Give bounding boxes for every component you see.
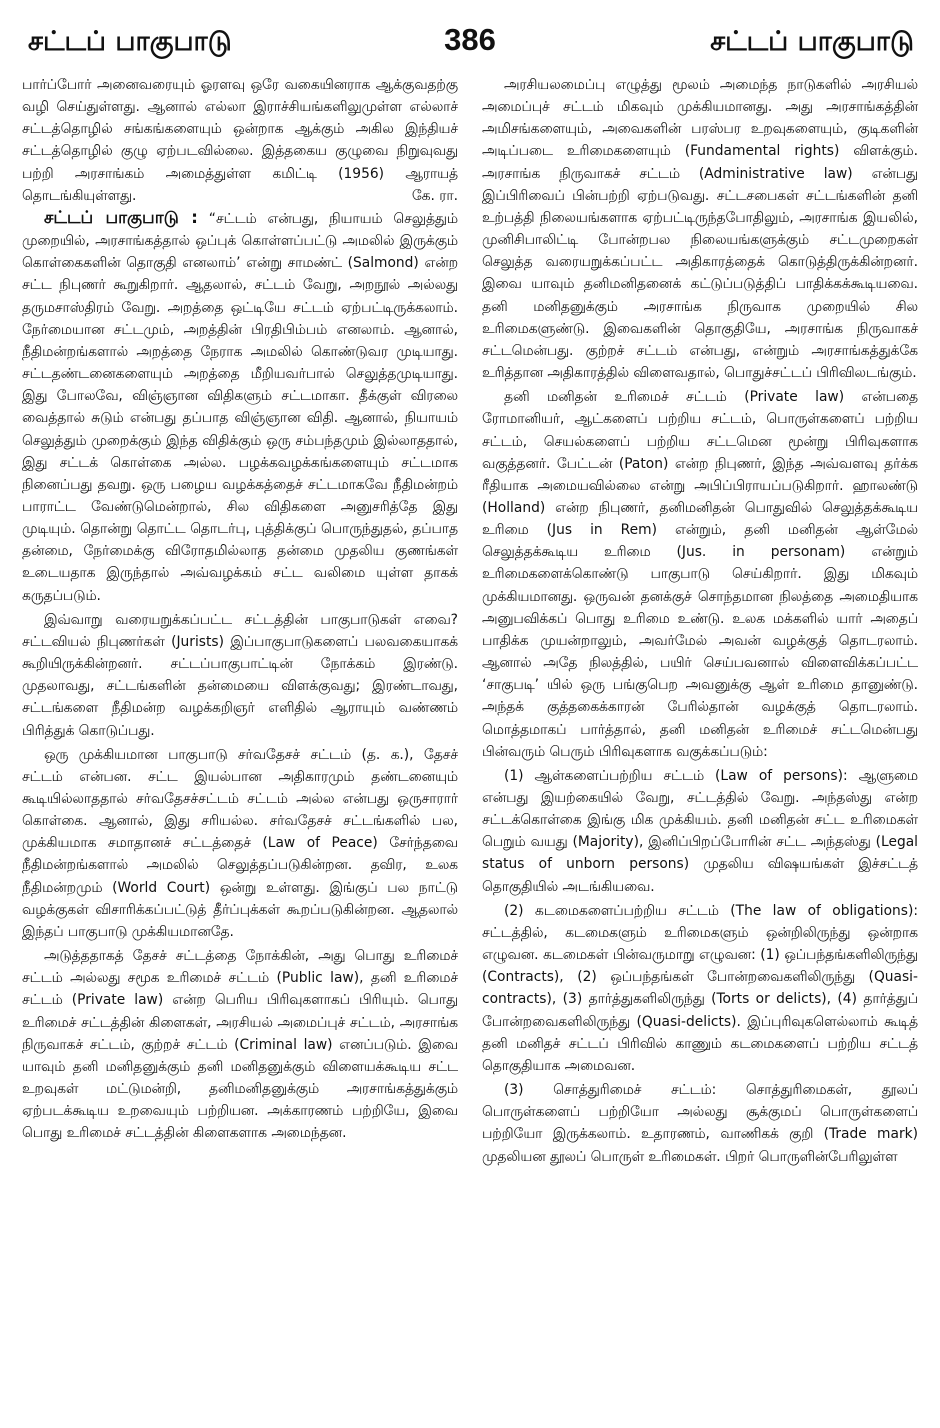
- right-column: [482, 74, 918, 1168]
- paragraph-text: “சட்டம் என்பது, நியாயம் செலுத்தும் முறையில், அரசாங்கத்தால் ஒப்புக் கொள்ளப்பட்டு அமலில் இருக்கும் கொள்கைகளின் தொகுதி எனலாம்’ என்று சாமண்ட் (Salmond) என்ற சட்ட நிபுணர் கூறுகிறார். ஆதலால், சட்டம் வேறு, அறநூல் அல்லது தருமசாஸ்திரம் வேறு. அறத்தை ஒட்டியே சட்டம் ஏற்பட்டிருக்கலாம். நேர்மையான சட்டமும், அறத்தின் பிரதிபிம்பம் எனலாம். ஆனால், நீதிமன்றங்களால் அறத்தை நேராக அமலில் கொண்டுவர முடியாது. சட்டதண்டனைகளையும் அறத்தை மீறியவர்பால் செலுத்தமுடியாது. இது போலவே, விஞ்ஞான விதிகளும் சட்டமாகா. தீக்குள் விரலை வைத்தால் சுடும் என்பது தப்பாத விஞ்ஞான விதி. ஆனால், நியாயம் செலுத்தும் முறைக்கும் இந்த விதிக்கும் ஒரு சம்பந்தமும் இல்லாததால், இது சட்டக் கொள்கை அல்ல. பழக்கவழக்கங்களையும் சட்டமாக நினைப்பது தவறு. ஒரு பழைய வழக்கத்தைச் சட்டமாகவே நீதிமன்றம் பாராட்ட வேண்டுமென்றால், சில விதிகளை அனுசரித்தே இது முடியும். தொன்று தொட்ட தொடர்பு, புத்திக்குப் பொருந்துதல், தப்பாத தன்மை, நேர்மைக்கு விரோதமில்லாத தன்மை முதலிய குணங்கள் உடையதாக இருந்தால் அவ்வழக்கம் சட்ட வலிமை யுள்ள தாகக் கருதப்படும்.: [22, 210, 458, 604]
- paragraph: அடுத்ததாகத் தேசச் சட்டத்தை நோக்கின், அது பொது உரிமைச் சட்டம் அல்லது சமூக உரிமைச் சட்டம் (Public law), தனி உரிமைச் சட்டம் (Private law) என்ற பெரிய பிரிவுகளாகப் பிரியும். பொது உரிமைச் சட்டத்தின் கிளைகள், அரசியல் அமைப்புச் சட்டம், அரசாங்க நிருவாகச் சட்டம், குற்றச் சட்டம் (Criminal law) எனப்படும். இவை யாவும் தனி மனிதனுக்கும் தனி மனிதனுக்கும் விளையக்கூடிய சட்ட உறவுகள் மட்டுமன்றி, தனிமனிதனுக்கும் அரசாங்கத்துக்கும் ஏற்படக்கூடிய உறவையும் பற்றியன. அக்காரணம் பற்றியே, இவை பொது உரிமைச் சட்டத்தின் கிளைகளாக அமைந்தன.: [22, 948, 458, 1142]
- paragraph: [22, 207, 458, 607]
- running-head-right: சட்டப் பாகுபாடு: [710, 26, 914, 57]
- paragraph: (2) கடமைகளைப்பற்றிய சட்டம் (The law of obligations): சட்டத்தில், கடமைகளும் உரிமைகளும் ஒன்றிலிருந்து ஒன்றாக எழுவன. கடமைகள் பின்வருமாறு எழுவன: (1) ஒப்பந்தங்களிலிருந்து (Contracts), (2) ஒப்பந்தங்கள் போன்றவைகளிலிருந்து (Quasi-contracts), (3) தார்த்துகளிலிருந்து (Torts or delicts), (4) தார்த்துப் போன்றவைகளிலிருந்து (Quasi-delicts). இப்புரிவுகளெல்லாம் கூடித் தனி மனிதச் சட்டப் பிரிவில் காணும் கடமைகளைப் பற்றிய சட்டத் தொகுதியாக அமைவன.: [482, 902, 918, 1074]
- paragraph: [22, 74, 458, 207]
- running-head-left: சட்டப் பாகுபாடு: [28, 26, 232, 57]
- paragraph: ஒரு முக்கியமான பாகுபாடு சர்வதேசச் சட்டம் (த. க.), தேசச் சட்டம் என்பன. சட்ட இயல்பான அதிகாரமும் தண்டனையும் கூடியில்லாததால் சர்வதேசச்சட்டம் சட்டம் அல்ல என்பது ஒருசாரார் கொள்கை. ஆனால், இது சரியல்ல. சர்வதேசச் சட்டங்களில் பல, முக்கியமாக சமாதானச் சட்டத்தைச் (Law of Peace) சேர்ந்தவை நீதிமன்றங்களால் அமலில் செலுத்தப்படுகின்றன. தவிர, உலக நீதிமன்றமும் (World Court) ஒன்று உள்ளது. இங்குப் பல நாட்டு வழக்குகள் விசாரிக்கப்பட்டுத் தீர்ப்புக்கள் கூறப்படுகின்றன. ஆதலால் இந்தப் பாகுபாடு முக்கியமானதே.: [22, 746, 458, 940]
- entry-heading: சட்டப் பாகுபாடு :: [44, 207, 198, 228]
- author-initials: கே. ரா.: [411, 187, 458, 204]
- paragraph: (3) சொத்துரிமைச் சட்டம்: சொத்துரிமைகள், தூலப் பொருள்களைப் பற்றியோ அல்லது சூக்குமப் பொருள்களைப் பற்றியோ இருக்கலாம். உதாரணம், வாணிகக் குறி (Trade mark) முதலியன தூலப் பொருள் உரிமைகள். பிறர் பொருளின்பேரிலுள்ள: [482, 1082, 918, 1165]
- paragraph: தனி மனிதன் உரிமைச் சட்டம் (Private law) என்பதை ரோமானியர், ஆட்களைப் பற்றிய சட்டம், பொருள்களைப் பற்றிய சட்டம், செயல்களைப் பற்றிய சட்டமென மூன்று பிரிவுகளாக வகுத்தனர். பேட்டன் (Paton) என்ற நிபுணர், இந்த அவ்வளவு தர்க்க ரீதியாக அமையவில்லை என்று அபிப்பிராயப்படுகிறார். ஹாலண்டு (Holland) என்ற நிபுணர், தனிமனிதன் பொதுவில் செலுத்தக்கூடிய உரிமை (Jus in Rem) என்றும், தனி மனிதன் ஆள்மேல் செலுத்தக்கூடிய உரிமை (Jus. in personam) என்றும் உரிமைகளைக்கொண்டு பாகுபாடு செய்கிறார். இது மிகவும் முக்கியமானது. ஒருவன் தனக்குச் சொந்தமான நிலத்தை அமைதியாக அனுபவிக்கப் பொது உரிமை உண்டு. உலக மக்களில் யார் அதைப் பாதிக்க முயன்றாலும், அவர்மேல் அவன் வழக்குத் தொடரலாம். ஆனால் அதே நிலத்தில், பயிர் செய்பவனால் விளைவிக்கப்பட்ட ‘சாகுபடி’ யில் ஒரு பங்குபெற அவனுக்கு ஆள் உரிமை தானுண்டு. அந்தக் குத்தகைக்காரன் பேரில்தான் வழக்குத் தொடரலாம். மொத்தமாகப் பார்த்தால், தனி மனிதன் உரிமைச் சட்டமென்பது பின்வரும் பெரும் பிரிவுகளாக வகுக்கப்படும்:: [482, 389, 918, 760]
- paragraph: இவ்வாறு வரையறுக்கப்பட்ட சட்டத்தின் பாகுபாடுகள் எவை? சட்டவியல் நிபுணர்கள் (Jurists) இப்பாகுபாடுகளைப் பலவகையாகக் கூறியிருக்கின்றனர். சட்டப்பாகுபாட்டின் நோக்கம் இரண்டு. முதலாவது, சட்டங்களின் தன்மையை விளக்குவது; இரண்டாவது, சட்டங்களை நீதிமன்ற வழக்கறிஞர் எளிதில் ஆராயும் வண்ணம் பிரித்துக் கொடுப்பது.: [22, 611, 458, 739]
- text-columns: [22, 74, 918, 1168]
- page-number: 386: [444, 22, 496, 57]
- paragraph: (1) ஆள்களைப்பற்றிய சட்டம் (Law of persons): ஆளுமை என்பது இயற்கையில் வேறு, சட்டத்தில் வேறு. அந்தஸ்து என்ற சட்டக்கொள்கை இங்கு மிக முக்கியம். தனி மனிதன் சட்ட உரிமைகள் பெறும் வயது (Majority), இனிப்பிறப்போரின் சட்ட அந்தஸ்து (Legal status of unborn persons) முதலிய விஷயங்கள் இச்சட்டத் தொகுதியில் அடங்கியவை.: [482, 767, 918, 895]
- paragraph: அரசியலமைப்பு எழுத்து மூலம் அமைந்த நாடுகளில் அரசியல் அமைப்புச் சட்டம் மிகவும் முக்கியமானது. அது அரசாங்கத்தின் அமிசங்களையும், அவைகளின் பரஸ்பர உறவுகளையும், குடிகளின் அடிப்படை உரிமைகளையும் (Fundamental rights) விளக்கும். அரசாங்க நிருவாகச் சட்டம் (Administrative law) என்பது இப்பிரிவைப் பின்பற்றி ஏற்படுவது. சட்டசபைகள் சட்டங்களின் தனி உற்பத்தி நிலையங்களாக ஏற்பட்டிருந்தபோதிலும், அரசாங்க இயலில், முனிசிபாலிட்டி போன்றபல நிலையங்களுக்கும் சட்டமுறைகள் செலுத்த வரையறுக்கப்பட்ட அதிகாரத்தைக் கொடுத்திருக்கின்றனர். இவை யாவும் தனிமனிதனைக் கட்டுப்படுத்திப் பாதிக்கக்கூடியவை. தனி மனிதனுக்கும் அரசாங்க நிருவாக முறையில் சில உரிமைகளுண்டு. இவைகளின் தொகுதியே, அரசாங்க நிருவாகச் சட்டமென்பது. குற்றச் சட்டம் என்பது, என்றும் அரசாங்கத்துக்கே உரித்தான அதிகாரத்தில் விளைவதால், பொதுச்சட்டப் பிரிவிலடங்கும்.: [482, 77, 918, 382]
- page-header: [22, 20, 918, 74]
- paragraph-text: பார்ப்போர் அனைவரையும் ஓரளவு ஒரே வகையினராக ஆக்குவதற்கு வழி செய்துள்ளது. ஆனால் எல்லா இராச்சியங்களிலுமுள்ள எல்லாச் சட்டத்தொழில் சங்கங்களையும் ஒன்றாக ஆக்கும் அகில இந்தியச் சட்டத்தொழில் குழு ஏற்படவில்லை. இத்தகைய குழுவை நிறுவுவது பற்றி அரசாங்கம் அமைத்துள்ள கமிட்டி (1956) ஆராயத் தொடங்கியுள்ளது.: [22, 77, 458, 204]
- left-column: [22, 74, 458, 1168]
